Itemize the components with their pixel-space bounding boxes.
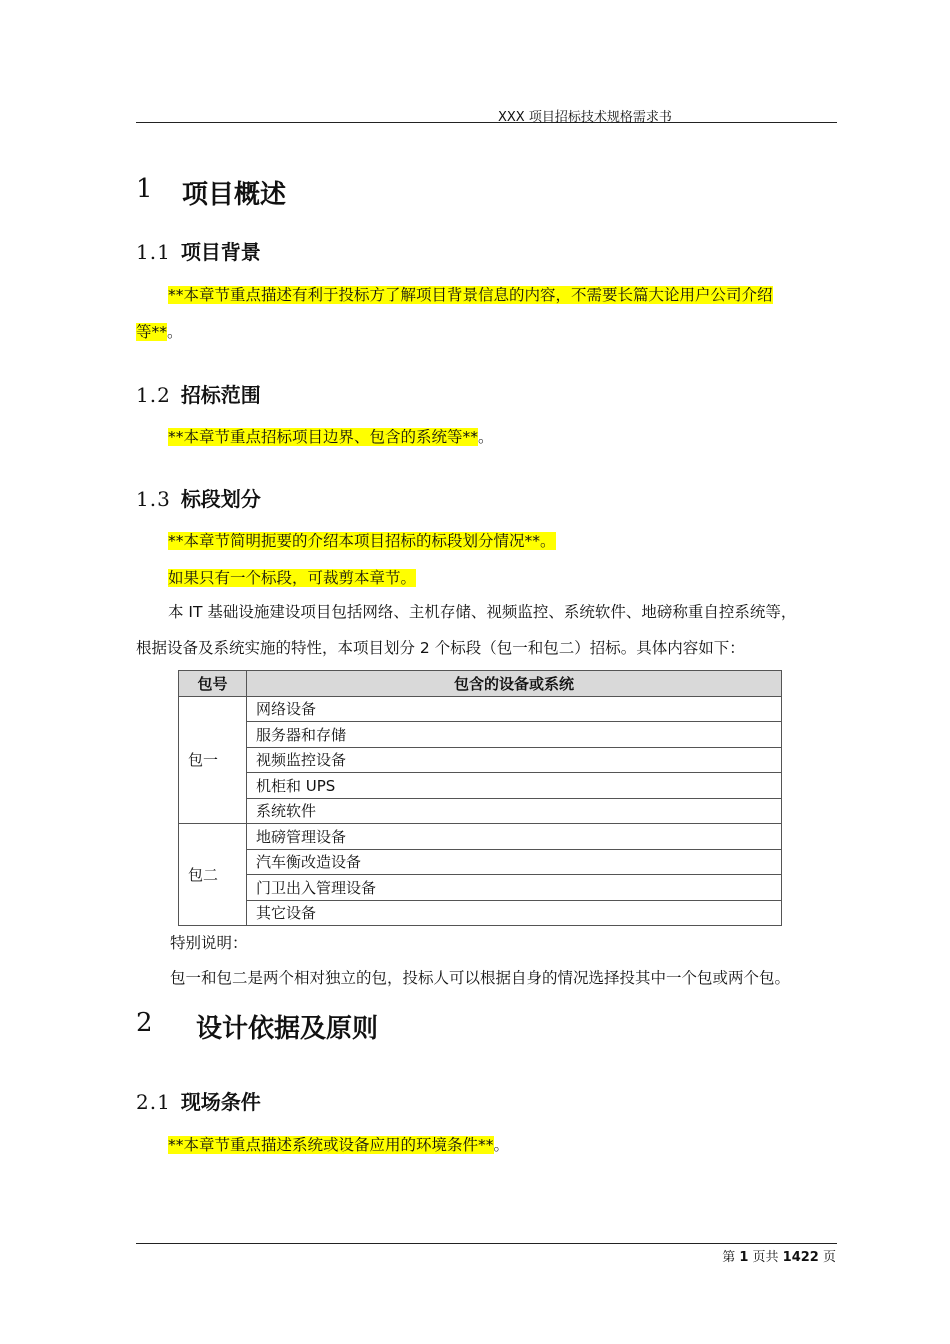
- footer-rule: [136, 1243, 837, 1244]
- package-name-cell: 包一: [179, 696, 247, 824]
- paragraph-body-line: 本 IT 基础设施建设项目包括网络、主机存储、视频监控、系统软件、地磅称重自控系统等，: [168, 603, 797, 621]
- page-number-prefix: 第: [722, 1250, 740, 1265]
- paragraph-note: [168, 530, 556, 552]
- table-cell: 汽车衡改造设备: [247, 849, 782, 875]
- highlighted-text: 等**: [136, 323, 168, 341]
- paragraph-note: [168, 284, 773, 306]
- highlighted-text: **本章节重点招标项目边界、包含的系统等**: [168, 428, 479, 446]
- table-cell: 地磅管理设备: [247, 824, 782, 850]
- table-cell: 服务器和存储: [247, 722, 782, 748]
- highlighted-text: **本章节重点描述系统或设备应用的环境条件**: [168, 1136, 494, 1154]
- table-row: [179, 900, 782, 926]
- document-header-title: XXX 项目招标技术规格需求书: [498, 110, 672, 125]
- table-cell: 机柜和 UPS: [247, 773, 782, 799]
- heading-section-1-1: [136, 236, 261, 265]
- heading-number: 1.3: [136, 487, 171, 511]
- table-cell: 视频监控设备: [247, 747, 782, 773]
- heading-section-1-2: [136, 379, 261, 408]
- paragraph-note: [168, 426, 494, 448]
- table-header-row: [179, 671, 782, 697]
- heading-title: 现场条件: [180, 1090, 261, 1114]
- total-pages: 1422: [782, 1250, 819, 1265]
- special-note-text: 包一和包二是两个相对独立的包，投标人可以根据自身的情况选择投其中一个包或两个包。: [170, 969, 791, 987]
- table-cell: 门卫出入管理设备: [247, 875, 782, 901]
- punctuation: 。: [478, 428, 494, 446]
- table-row: [179, 875, 782, 901]
- paragraph-note: [168, 1134, 509, 1156]
- heading-section-2-1: [136, 1086, 261, 1115]
- header-rule: [136, 122, 837, 123]
- page-number-middle: 页共: [748, 1250, 783, 1265]
- paragraph-note: [168, 567, 416, 589]
- table-cell: 其它设备: [247, 900, 782, 926]
- package-table: [178, 670, 782, 926]
- table-row: [179, 722, 782, 748]
- package-name-cell: 包二: [179, 824, 247, 926]
- table-row: [179, 798, 782, 824]
- heading-title: 项目背景: [180, 240, 261, 264]
- highlighted-text: **本章节重点描述有利于投标方了解项目背景信息的内容，不需要长篇大论用户公司介绍: [168, 286, 773, 304]
- table-cell: 网络设备: [247, 696, 782, 722]
- heading-number: 2.1: [136, 1090, 171, 1114]
- heading-section-2: [136, 1008, 536, 1044]
- heading-number: 1.1: [136, 240, 171, 264]
- heading-title: 标段划分: [180, 487, 261, 511]
- heading-title: 项目概述: [182, 180, 287, 210]
- table-cell: 系统软件: [247, 798, 782, 824]
- table-header-cell: 包号: [179, 671, 247, 697]
- punctuation: 。: [493, 1136, 510, 1154]
- table-row: [179, 747, 782, 773]
- heading-section-1-3: [136, 483, 261, 512]
- current-page: 1: [739, 1250, 749, 1265]
- punctuation: 。: [167, 323, 183, 341]
- heading-title: 设计依据及原则: [196, 1014, 379, 1044]
- heading-section-1: [136, 174, 436, 210]
- heading-title: 招标范围: [180, 383, 261, 407]
- page-number-suffix: 页: [818, 1250, 836, 1265]
- highlighted-text: **本章节简明扼要的介绍本项目招标的标段划分情况**。: [168, 532, 556, 550]
- highlighted-text: 如果只有一个标段，可裁剪本章节。: [168, 569, 417, 587]
- table-row: [179, 773, 782, 799]
- table-row: [179, 824, 782, 850]
- table-header-cell: 包含的设备或系统: [247, 671, 782, 697]
- paragraph-note-continued: [136, 321, 183, 343]
- heading-number: 2: [136, 1008, 153, 1038]
- special-note-label: 特别说明：: [170, 934, 248, 952]
- page-number: [722, 1246, 836, 1265]
- paragraph-body-line: 根据设备及系统实施的特性，本项目划分 2 个标段（包一和包二）招标。具体内容如下：: [136, 639, 745, 657]
- table-row: [179, 696, 782, 722]
- heading-number: 1.2: [136, 383, 171, 407]
- table-row: [179, 849, 782, 875]
- heading-number: 1: [136, 174, 153, 204]
